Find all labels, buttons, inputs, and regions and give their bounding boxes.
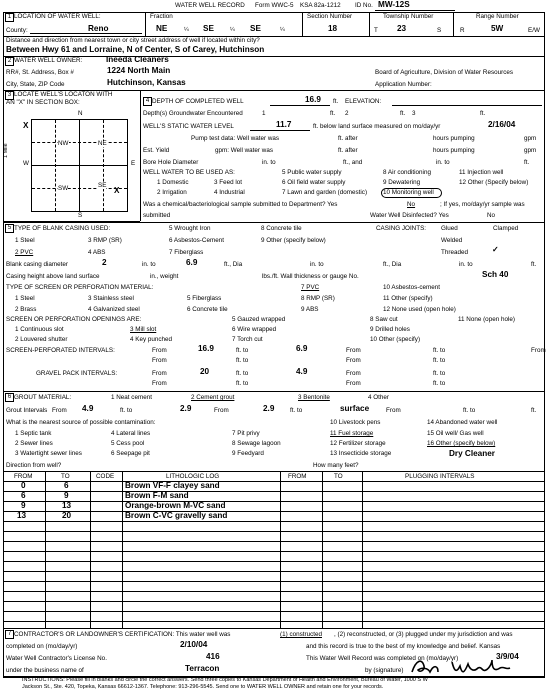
gravel-to-value: 4.9 [296, 367, 308, 376]
contam-seepage: 6 Seepage pit [111, 450, 150, 457]
bact-no: No [407, 201, 416, 208]
joint-welded: Welded [441, 237, 463, 244]
yield-label: Est. Yield [143, 147, 170, 154]
grout-label: GROUT MATERIAL: [14, 394, 72, 401]
diameter-to-value: 6.9 [186, 258, 198, 267]
row-to: 6 [64, 481, 69, 490]
from-label: From [346, 357, 361, 364]
perf-from-value: 16.9 [198, 344, 214, 353]
use-lawn: 7 Lawn and garden (domestic) [282, 189, 368, 196]
quarter-mark: ¼ [184, 27, 189, 33]
footer-instructions-1: INSTRUCTIONS: Please fill in blanks and circle the correct answers. Send three copies to Kansas Department of Health and Environment, Bureau of Water, 1000 S W [22, 677, 428, 683]
log-header-lithologic: LITHOLOGIC LOG [166, 473, 220, 480]
after-label: ft. after [338, 147, 358, 154]
grout-1-from: 4.9 [82, 404, 94, 413]
gw-1: 1 [262, 110, 266, 117]
opening-continuous: 1 Continuous slot [15, 326, 64, 333]
ft-label: ft. [531, 261, 537, 268]
locate-label-2: AN "X" IN SECTION BOX: [6, 99, 80, 106]
in-to-label: in. to [142, 261, 156, 268]
screen-none: 12 None used (open hole) [383, 306, 456, 313]
distance-label: Distance and direction from nearest town or city street address of well if located within city? [6, 37, 260, 44]
static-suffix: ft. below land surface measured on mo/day/yr [313, 123, 441, 130]
disinfected-no: No [487, 212, 496, 219]
grout-cement: 2 Cement grout [191, 394, 235, 401]
from-label: From [346, 370, 361, 377]
section-number: 18 [328, 24, 338, 33]
openings-label: SCREEN OR PERFORATION OPENINGS ARE: [6, 316, 142, 323]
howmany-label: How many feet? [313, 462, 359, 469]
screen-other: 11 Other (specify) [383, 295, 433, 302]
cert-constructed: (1) constructed [280, 631, 322, 638]
completed-label: completed on (mo/day/yr) [6, 643, 78, 650]
row-desc: Brown F-M sand [125, 491, 189, 500]
use-irrigation: 2 Irrigation [157, 189, 187, 196]
section-4-number: 4 [143, 97, 152, 106]
cert-text-2: , (2) reconstructed, or (3) plugged under my jurisdiction and was [334, 631, 513, 638]
screen-concrete: 6 Concrete tile [187, 306, 228, 313]
application-label: Application Number: [375, 81, 432, 88]
opening-none: 11 None (open hole) [458, 316, 515, 323]
log-header-from: FROM [14, 473, 33, 480]
completed-value: 2/10/04 [180, 640, 208, 649]
casing-wrought: 5 Wrought Iron [169, 225, 211, 232]
use-oilfield: 6 Oil field water supply [282, 179, 346, 186]
section-3-number: 3 [5, 91, 14, 100]
log-header-to: TO [61, 473, 70, 480]
signature-image [408, 656, 538, 678]
township-number: 23 [397, 24, 407, 33]
cert-text-1: CONTRACTOR'S OR LANDOWNER'S CERTIFICATION: This water well was [14, 631, 231, 638]
gpm-label: gpm [524, 147, 537, 154]
lbs-label: lbs./ft. Wall thickness or gauge No. [262, 273, 359, 280]
footer-instructions-2: Jackson St., Ste. 420, Topeka, Kansas 66612-1367. Telephone: 913-296-5545. Send one to WATER WELL OWNER and retain one for your records. [22, 684, 384, 690]
opening-drilled: 9 Drilled holes [370, 326, 410, 333]
screen-galvanized: 4 Galvanized steel [88, 306, 140, 313]
to-label: ft. to [120, 407, 133, 414]
in-to-label: in. to [310, 261, 324, 268]
ft-label: ft. [524, 159, 530, 166]
township-label: Township Number [383, 13, 434, 20]
to-label: ft. to [236, 357, 249, 364]
grout-neat: 1 Neat cement [111, 394, 152, 401]
board-label: Board of Agriculture, Division of Water Resources [375, 69, 514, 76]
log-header-plug-from: FROM [288, 473, 307, 480]
row-desc: Brown VF-F clayey sand [125, 481, 220, 490]
county-label: County: [6, 27, 28, 34]
fraction-1: NE [156, 24, 168, 33]
contam-lateral: 4 Lateral lines [111, 430, 151, 437]
fraction-label: Fraction [150, 13, 173, 20]
screen-asbestos: 10 Asbestos-cement [383, 284, 441, 291]
range-r: R [460, 27, 465, 34]
use-domestic: 1 Domestic [157, 179, 189, 186]
owner-value: Ineeda Cleaners [106, 55, 169, 64]
contam-cess: 5 Cess pool [111, 440, 145, 447]
hours-label: hours pumping [433, 135, 475, 142]
casing-pvc: 2 PVC [15, 249, 34, 256]
id-label: ID No. [355, 2, 373, 9]
casing-concrete: 8 Concrete tile [261, 225, 302, 232]
opening-saw: 8 Saw cut [370, 316, 398, 323]
contam-oilgas: 15 Oil well/ Gas well [427, 430, 484, 437]
weight-label: in., weight [150, 273, 179, 280]
depth-label: DEPTH OF COMPLETED WELL [152, 98, 244, 105]
address-label: RR#, St. Address, Box # [6, 69, 74, 76]
threaded-check-icon: ✓ [492, 245, 499, 254]
row-desc: Brown C-VC gravelly sand [125, 511, 228, 520]
ft-label: ft. [400, 110, 406, 117]
joint-clamped: Clamped [493, 225, 519, 232]
form-number: Form WWC-5 [255, 2, 294, 9]
quarter-mark: ¼ [230, 27, 235, 33]
screen-label: TYPE OF SCREEN OR PERFORATION MATERIAL: [6, 284, 154, 291]
row-from: 0 [21, 481, 26, 490]
bore-label: Bore Hole Diameter [143, 159, 199, 166]
corner-x-mark: X [23, 121, 29, 130]
to-label: ft. to [290, 407, 303, 414]
log-header-plug-to: TO [334, 473, 343, 480]
south-label: S [78, 212, 83, 219]
ft-label: ft. [330, 110, 336, 117]
depth-value: 16.9 [305, 95, 321, 104]
owner-label: WATER WELL OWNER: [14, 57, 83, 64]
id-value: MW-12S [378, 0, 410, 9]
form-title: WATER WELL RECORD [175, 2, 245, 9]
form-frame [3, 12, 545, 677]
license-label: Water Well Contractor's License No. [6, 655, 107, 662]
use-public: 5 Public water supply [282, 169, 342, 176]
license-value: 416 [206, 652, 220, 661]
se-label: SE [98, 182, 107, 189]
from-label: From [152, 347, 167, 354]
row-to: 9 [64, 491, 69, 500]
submitted-label: submitted [143, 212, 171, 219]
hours-label: hours pumping [433, 147, 475, 154]
ft-label: ft. [480, 110, 486, 117]
to-label: ft. to [463, 407, 476, 414]
opening-torch: 7 Torch cut [232, 336, 263, 343]
locate-label-1: LOCATE WELL'S LOCATON WITH [14, 91, 113, 98]
diameter-value: 2 [102, 258, 107, 267]
gw-2: 2 [345, 110, 349, 117]
west-label: W [23, 160, 29, 167]
grout-bentonite: 3 Bentonite [298, 394, 330, 401]
height-label: Casing height above land surface [6, 273, 100, 280]
to-label: ft. to [433, 357, 446, 364]
gpm-label: gpm [524, 135, 537, 142]
use-monitoring: 10 Monitoring well [383, 189, 434, 196]
in-to-label: in. to [436, 159, 450, 166]
to-label: ft. to [236, 370, 249, 377]
groundwater-label: Depth(s) Groundwater Encountered [143, 110, 243, 117]
north-label: N [78, 110, 83, 117]
direction-label: Direction from well? [6, 462, 62, 469]
gauge-value: Sch 40 [482, 270, 509, 279]
contam-privy: 7 Pit privy [232, 430, 260, 437]
section-6-number: 6 [5, 393, 14, 402]
joint-threaded: Threaded [441, 249, 468, 256]
screen-abs: 9 ABS [301, 306, 319, 313]
opening-other: 10 Other (specify) [370, 336, 421, 343]
from-label: From [214, 407, 229, 414]
in-to-label: in. to [459, 261, 473, 268]
use-label: WELL WATER TO BE USED AS: [143, 169, 235, 176]
row-from: 9 [21, 501, 26, 510]
row-from: 6 [21, 491, 26, 500]
screen-brass: 2 Brass [15, 306, 37, 313]
opening-mill-slot: 3 Mill slot [130, 326, 157, 333]
to-label: ft. to [236, 380, 249, 387]
section-7-number: 7 [5, 630, 14, 639]
contam-insecticide: 13 Insecticide storage [330, 450, 392, 457]
opening-key-punched: 4 Key punched [130, 336, 173, 343]
contam-label: What is the nearest source of possible contamination: [6, 419, 156, 426]
use-injection: 11 Injection well [459, 169, 504, 176]
row-to: 20 [62, 511, 72, 520]
perf-to-value: 6.9 [296, 344, 308, 353]
use-feedlot: 3 Feed lot [214, 179, 243, 186]
casing-abs: 4 ABS [88, 249, 106, 256]
static-label: WELL'S STATIC WATER LEVEL [143, 123, 234, 130]
contam-lagoon: 8 Sewage lagoon [232, 440, 281, 447]
city-label: City, State, ZIP Code [6, 81, 65, 88]
signature-label: by (signature) [365, 667, 404, 674]
record-label: This Water Well Record was completed on (mo/day/yr) [306, 655, 459, 662]
contam-watertight: 3 Watertight sewer lines [15, 450, 82, 457]
log-header-plugging: PLUGGING INTERVALS [405, 473, 475, 480]
to-label: ft. to [236, 347, 249, 354]
contam-septic: 1 Septic tank [15, 430, 52, 437]
range-number: 5W [491, 24, 504, 33]
bact-suffix: ; If yes, mo/day/yr sample was [440, 201, 525, 208]
casing-steel: 1 Steel [15, 237, 35, 244]
use-dewatering: 9 Dewatering [383, 179, 421, 186]
address-value: 1224 North Main [107, 66, 171, 75]
screen-rmp: 8 RMP (SR) [301, 295, 335, 302]
contam-abandoned: 14 Abandoned water well [427, 419, 498, 426]
static-date: 2/16/04 [488, 120, 516, 129]
to-label: ft. to [433, 347, 446, 354]
ft-dia-label: ft., Dia [224, 261, 243, 268]
section-5-number: 5 [5, 224, 14, 233]
screen-fiberglass: 5 Fiberglass [187, 295, 222, 302]
ksa-label: KSA 82a-1212 [300, 2, 341, 9]
gravel-from-value: 20 [200, 367, 210, 376]
opening-louvered: 2 Louvered shutter [15, 336, 68, 343]
log-header-code: CODE [96, 473, 115, 480]
mile-label: 1 Mile [3, 143, 9, 158]
cert-text-3: and this record is true to the best of my knowledge and belief. Kansas [306, 643, 501, 650]
row-to: 13 [62, 501, 72, 510]
contam-feedyard: 9 Feedyard [232, 450, 264, 457]
grout-1-to: 2.9 [180, 404, 192, 413]
range-label: Range Number [476, 13, 519, 20]
east-label: E [131, 160, 136, 167]
ft-dia-label: ft., Dia [383, 261, 402, 268]
use-industrial: 4 Industrial [214, 189, 245, 196]
nw-label: NW [58, 140, 69, 147]
fraction-3: SE [250, 24, 261, 33]
casing-rmp: 3 RMP (SR) [88, 237, 122, 244]
fraction-2: SE [203, 24, 214, 33]
grout-other: 4 Other [368, 394, 389, 401]
opening-wire: 6 Wire wrapped [232, 326, 277, 333]
business-label: under the business name of [6, 667, 84, 674]
intervals-label: Grout Intervals [6, 407, 48, 414]
casing-other: 9 Other (specify below) [261, 237, 326, 244]
contam-other: 16 Other (specify below) [427, 440, 496, 447]
contam-livestock: 10 Livestock pens [330, 419, 381, 426]
section-number-label: Section Number [307, 13, 353, 20]
to-label: ft. to [433, 370, 446, 377]
joints-label: CASING JOINTS: [376, 225, 427, 232]
casing-asbestos: 6 Asbestos-Cement [169, 237, 224, 244]
contam-other-value: Dry Cleaner [449, 449, 495, 458]
grout-2-to: surface [340, 404, 370, 413]
in-to-label: in. to [262, 159, 276, 166]
monitoring-circle [381, 188, 442, 198]
from-label: From [386, 407, 401, 414]
diameter-label: Blank casing diameter [6, 261, 68, 268]
sw-label: SW [58, 185, 69, 192]
from-label: From [346, 347, 361, 354]
well-location-x: X [114, 186, 120, 195]
from-label: From [346, 380, 361, 387]
township-s: S [437, 27, 442, 34]
use-air: 8 Air conditioning [383, 169, 431, 176]
disinfected-label: Water Well Disinfected? Yes [370, 212, 449, 219]
township-t: T [374, 27, 378, 34]
ft-label: ft. [333, 98, 339, 105]
row-desc: Orange-brown M-VC sand [125, 501, 226, 510]
joint-glued: Glued [441, 225, 458, 232]
and-label: ft., and [343, 159, 363, 166]
business-value: Terracon [185, 664, 220, 673]
from-label: From [152, 370, 167, 377]
section-1-number: 1 [5, 13, 14, 22]
record-date-value: 3/9/04 [496, 652, 519, 661]
ft-label: ft. [531, 407, 537, 414]
screen-steel: 1 Steel [15, 295, 35, 302]
range-ew: E/W [528, 27, 540, 34]
pump-label: Pump test data: Well water was [191, 135, 280, 142]
to-label: ft. to [433, 380, 446, 387]
screen-pvc: 7 PVC [301, 284, 320, 291]
gravel-label: GRAVEL PACK INTERVALS: [36, 370, 118, 377]
gw-3: 3 [412, 110, 416, 117]
city-value: Hutchinson, Kansas [107, 78, 186, 87]
perforated-label: SCREEN-PERFORATED INTERVALS: [6, 347, 115, 354]
from-label: From [531, 347, 546, 354]
from-label: From [52, 407, 67, 414]
section-2-number: 2 [5, 57, 14, 66]
use-other: 12 Other (Specify below) [459, 179, 529, 186]
contam-fertilizer: 12 Fertilizer storage [330, 440, 386, 447]
opening-gauzed: 5 Gauzed wrapped [232, 316, 286, 323]
ne-label: NE [98, 140, 107, 147]
distance-value: Between Hwy 61 and Lorraine, N of Center, S of Carey, Hutchinson [6, 45, 265, 54]
after-label: ft. after [338, 135, 358, 142]
static-value: 11.7 [276, 120, 292, 129]
from-label: From [152, 357, 167, 364]
casing-fiberglass: 7 Fiberglass [169, 249, 204, 256]
screen-stainless: 3 Stainless steel [88, 295, 134, 302]
bact-label: Was a chemical/bacteriological sample submitted to Department? Yes [143, 201, 338, 208]
contam-fuel: 11 Fuel storage [330, 430, 374, 437]
elevation-label: ELEVATION: [345, 98, 382, 105]
row-from: 13 [17, 511, 27, 520]
quarter-mark: ¼ [280, 27, 285, 33]
casing-label: TYPE OF BLANK CASING USED: [14, 225, 111, 232]
grout-2-from: 2.9 [263, 404, 275, 413]
county-value: Reno [88, 24, 109, 33]
section-grid [31, 119, 128, 212]
from-label: From [152, 380, 167, 387]
contam-sewer: 2 Sewer lines [15, 440, 53, 447]
location-label: LOCATION OF WATER WELL: [14, 13, 101, 20]
yield-gpm: gpm: Well water was [215, 147, 273, 154]
